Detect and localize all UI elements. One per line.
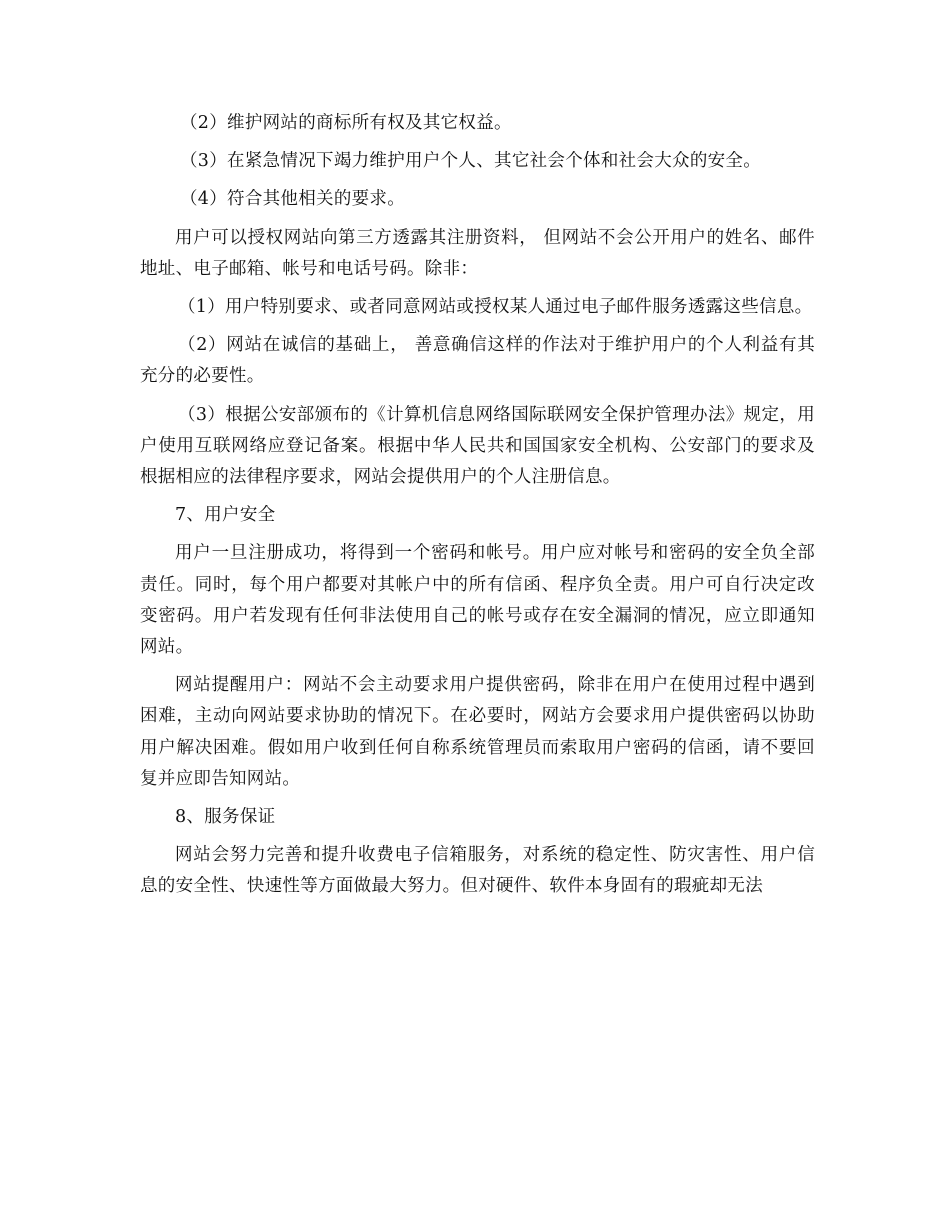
paragraph-item-3-emergency: （3）在紧急情况下竭力维护用户个人、其它社会个体和社会大众的安全。 — [180, 151, 762, 172]
paragraph-exception-1: （1）用户特别要求、或者同意网站或授权某人通过电子邮件服务透露这些信息。 — [178, 297, 813, 318]
paragraph-password-responsibility: 用户一旦注册成功，将得到一个密码和帐号。用户应对帐号和密码的安全负全部责任。同时，每个用户都要对其帐户中的所有信函、程序负全责。用户可自行决定改变密码。用户若发现有任何非法使用自己的帐号或存在安全漏洞的情况，应立即通知网站。 — [140, 543, 815, 658]
paragraph-exception-3: （3）根据公安部颁布的《计算机信息网络国际联网安全保护管理办法》规定，用户使用互联网络应登记备案。根据中华人民共和国国家安全机构、公安部门的要求及根据相应的法律程序要求，网站会提供用户的个人注册信息。 — [140, 404, 815, 488]
paragraph-service-improvement: 网站会努力完善和提升收费电子信箱服务，对系统的稳定性、防灾害性、用户信息的安全性、快速性等方面做最大努力。但对硬件、软件本身固有的瑕疵却无法 — [140, 845, 815, 897]
section-heading-service-guarantee: 8、服务保证 — [175, 807, 276, 828]
paragraph-item-2-trademark: （2）维护网站的商标所有权及其它权益。 — [180, 113, 512, 133]
paragraph-exception-2: （2）网站在诚信的基础上， 善意确信这样的作法对于维护用户的个人利益有其充分的必要性。 — [140, 335, 815, 387]
section-heading-user-security: 7、用户安全 — [175, 505, 276, 526]
document-body — [140, 108, 815, 903]
paragraph-password-reminder: 网站提醒用户：网站不会主动要求用户提供密码，除非在用户在使用过程中遇到困难，主动向网站要求协助的情况下。在必要时，网站方会要求用户提供密码以协助用户解决困难。假如用户收到任何自称系统管理员而索取用户密码的信函，请不要回复并应即告知网站。 — [140, 675, 815, 789]
paragraph-disclosure: 用户可以授权网站向第三方透露其注册资料， 但网站不会公开用户的姓名、邮件地址、电子邮箱、帐号和电话号码。除非： — [140, 227, 815, 279]
paragraph-item-4-other: （4）符合其他相关的要求。 — [180, 189, 406, 210]
